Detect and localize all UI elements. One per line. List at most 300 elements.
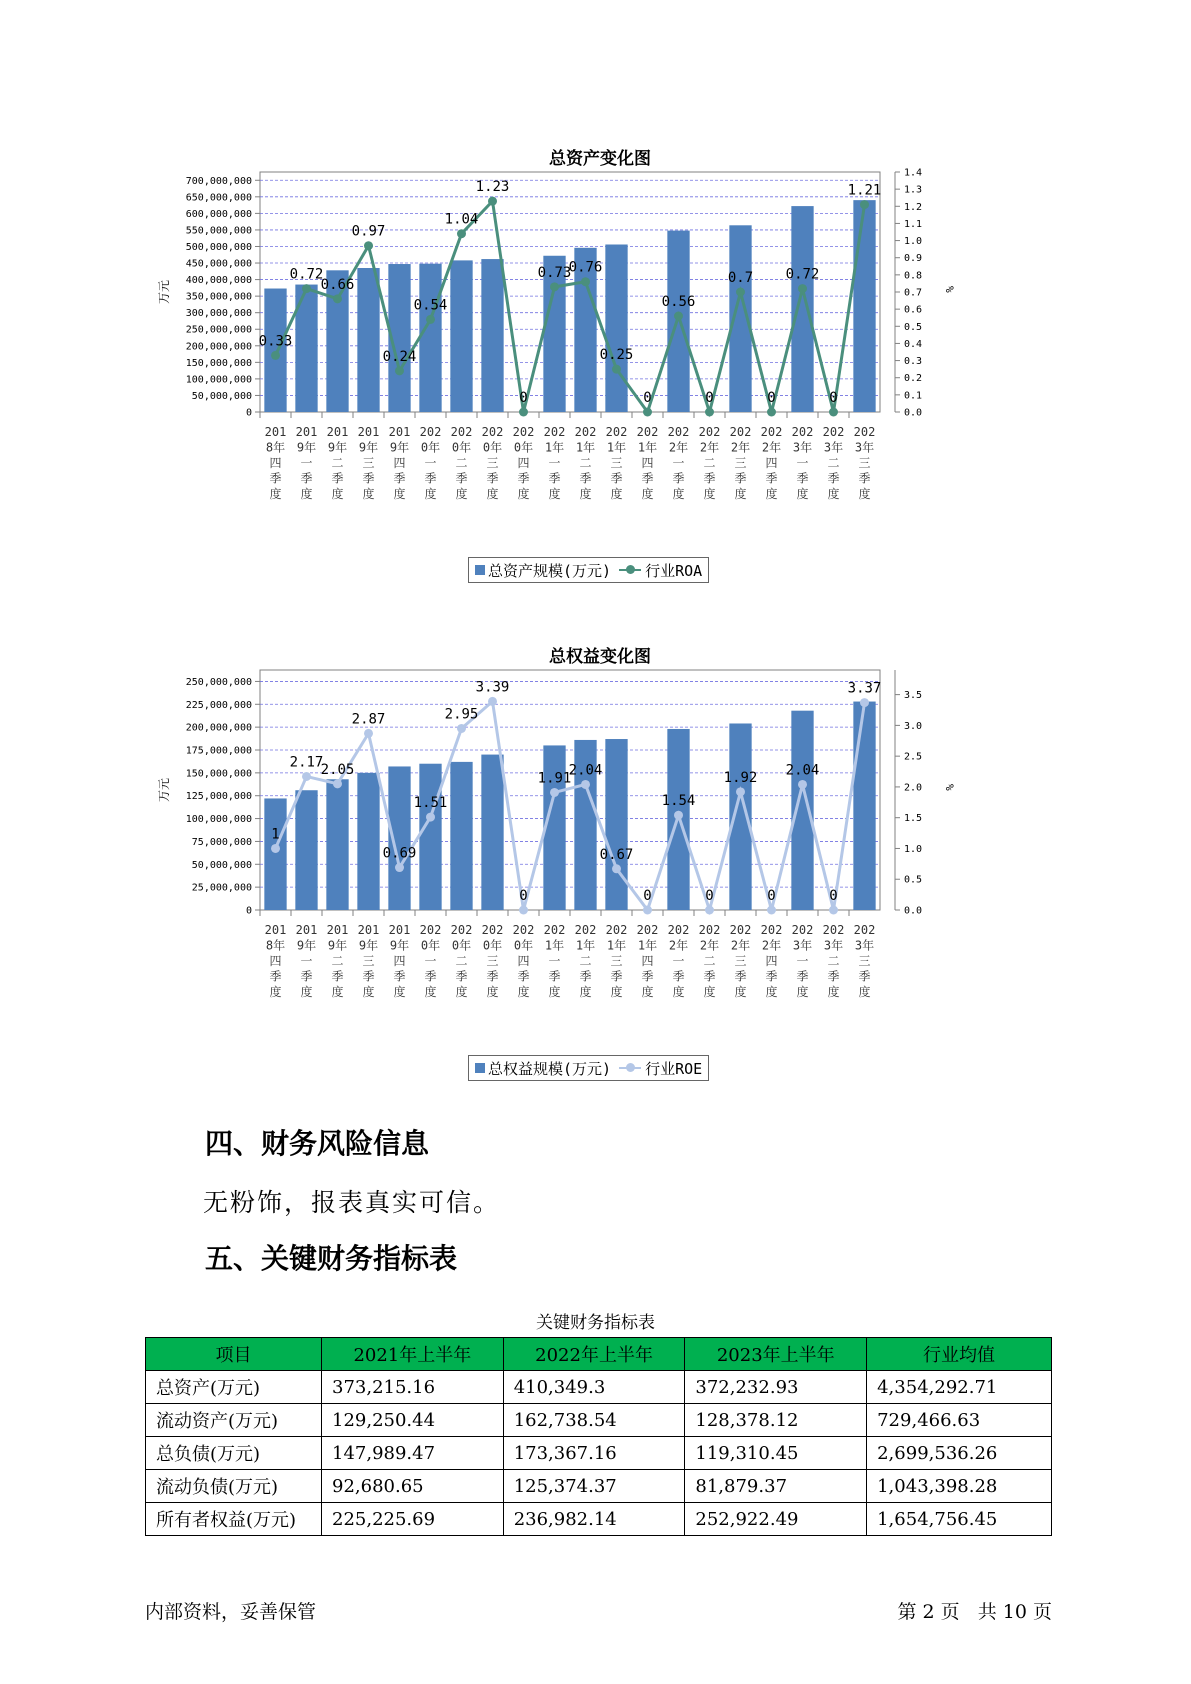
x-tick-label: 度 [858,487,871,501]
y-tick-label: 125,000,000 [185,791,252,803]
x-tick-label: 2年 [761,938,782,953]
series-point [271,351,280,360]
footer-confidential: 内部资料，妥善保管 [145,1601,317,1623]
bar [853,200,875,412]
x-tick-label: 季 [734,471,747,486]
series-point [829,906,838,915]
legend-line-swatch [619,1067,641,1069]
y2-tick-label: 0.2 [904,373,923,385]
x-tick-label: 202 [450,425,473,439]
series-point [519,408,528,417]
y2-tick-label: 1.0 [904,843,923,855]
x-tick-label: 0年 [420,440,441,455]
x-tick-label: 度 [703,985,716,999]
x-tick-label: 2年 [668,440,689,455]
x-tick-label: 度 [796,487,809,501]
x-tick-label: 一 [300,954,313,968]
legend-label: 行业ROA [645,561,703,580]
legend-label: 总资产规模(万元) [488,561,612,580]
x-tick-label: 度 [331,985,344,999]
series-point [798,780,807,789]
table-cell: 119,310.45 [685,1437,867,1470]
x-tick-label: 1年 [637,440,658,455]
x-tick-label: 202 [481,923,504,937]
x-tick-label: 季 [424,969,437,984]
series-point [395,863,404,872]
x-tick-label: 季 [765,471,778,486]
total-assets-chart [157,140,1040,590]
series-point [612,365,621,374]
y-tick-label: 175,000,000 [185,745,252,757]
x-tick-label: 季 [269,471,282,486]
bar [605,244,627,412]
data-label: 0 [829,390,838,406]
x-tick-label: 季 [362,969,375,984]
x-tick-label: 度 [734,487,747,501]
y2-tick-label: 0.1 [904,390,923,402]
series-point [271,844,280,853]
series-point [426,813,435,822]
x-tick-label: 一 [796,456,809,470]
table-cell: 总负债(万元) [146,1437,322,1470]
x-tick-label: 四 [393,954,406,968]
x-tick-label: 度 [486,487,499,501]
table-cell: 92,680.65 [322,1470,504,1503]
series-point [333,779,342,788]
y-tick-label: 600,000,000 [185,208,252,220]
x-tick-label: 季 [548,969,561,984]
x-tick-label: 四 [641,456,654,470]
data-label: 3.37 [847,680,882,697]
x-tick-label: 季 [703,471,716,486]
data-label: 0.72 [785,266,820,283]
x-tick-label: 9年 [296,938,317,953]
x-tick-label: 一 [672,954,685,968]
x-tick-label: 二 [703,954,716,968]
x-tick-label: 1年 [606,440,627,455]
x-tick-label: 三 [610,954,623,968]
x-tick-label: 3年 [823,440,844,455]
bar [605,739,627,910]
x-tick-label: 四 [641,954,654,968]
table-cell: 129,250.44 [322,1404,504,1437]
data-label: 0 [643,390,652,406]
x-tick-label: 202 [698,923,721,937]
y-axis-label: 万元 [157,279,171,304]
series-point [829,408,838,417]
x-tick-label: 0年 [513,938,534,953]
data-label: 2.04 [785,762,820,779]
x-tick-label: 二 [579,456,592,470]
x-tick-label: 二 [579,954,592,968]
table-header-row [146,1338,1052,1371]
x-tick-label: 1年 [575,440,596,455]
total-assets-chart-svg [157,167,1040,590]
data-label: 0.33 [258,333,293,350]
table-cell: 147,989.47 [322,1437,504,1470]
x-tick-label: 度 [765,985,778,999]
x-tick-label: 度 [858,985,871,999]
x-tick-label: 202 [481,425,504,439]
legend-bar-swatch [475,565,485,575]
x-tick-label: 1年 [544,440,565,455]
x-tick-label: 202 [667,923,690,937]
x-tick-label: 三 [858,456,871,470]
data-label: 2.05 [320,761,355,778]
series-point [643,906,652,915]
x-tick-label: 0年 [420,938,441,953]
x-tick-label: 201 [264,923,287,937]
x-tick-label: 2年 [730,440,751,455]
x-tick-label: 9年 [327,440,348,455]
x-tick-label: 202 [667,425,690,439]
x-tick-label: 2年 [699,440,720,455]
x-tick-label: 三 [734,456,747,470]
table-header-cell: 2022年上半年 [503,1338,685,1371]
table-cell: 729,466.63 [867,1404,1052,1437]
data-label: 2.87 [351,711,386,728]
x-tick-label: 季 [610,471,623,486]
y-tick-label: 0 [245,407,252,419]
x-tick-label: 季 [331,969,344,984]
x-tick-label: 二 [455,954,468,968]
x-tick-label: 度 [610,985,623,999]
table-cell: 410,349.3 [503,1371,685,1404]
data-label: 1.04 [444,211,479,228]
x-tick-label: 度 [672,985,685,999]
table-cell: 125,374.37 [503,1470,685,1503]
bar [419,264,441,412]
table-cell: 372,232.93 [685,1371,867,1404]
y2-tick-label: 0.9 [904,253,923,265]
x-tick-label: 三 [858,954,871,968]
x-tick-label: 季 [331,471,344,486]
data-label: 0.76 [568,259,603,276]
x-tick-label: 三 [610,456,623,470]
data-label: 0.66 [320,276,355,293]
y-tick-label: 550,000,000 [185,225,252,237]
y2-tick-label: 1.4 [904,167,923,179]
table-cell: 1,654,756.45 [867,1503,1052,1536]
x-tick-label: 三 [486,954,499,968]
x-tick-label: 度 [579,985,592,999]
x-tick-label: 1年 [544,938,565,953]
x-tick-label: 202 [791,425,814,439]
x-tick-label: 度 [269,487,282,501]
x-tick-label: 202 [853,425,876,439]
table-cell: 1,043,398.28 [867,1470,1052,1503]
x-tick-label: 季 [517,471,530,486]
x-tick-label: 202 [543,425,566,439]
x-tick-label: 1年 [575,938,596,953]
x-tick-label: 四 [765,954,778,968]
x-tick-label: 季 [610,969,623,984]
x-tick-label: 季 [734,969,747,984]
data-label: 2.04 [568,762,603,779]
y2-axis-label: % [943,286,956,293]
y2-tick-label: 1.1 [904,218,923,230]
legend-bar-swatch [475,1063,485,1073]
x-tick-label: 202 [760,923,783,937]
x-tick-label: 度 [486,985,499,999]
series-point [488,197,497,206]
x-tick-label: 202 [512,923,535,937]
table-cell: 总资产(万元) [146,1371,322,1404]
data-label: 0 [705,390,714,406]
y2-tick-label: 0.5 [904,874,923,886]
x-tick-label: 202 [729,923,752,937]
series-point [736,288,745,297]
bar [357,773,379,910]
series-point [674,811,683,820]
x-tick-label: 度 [548,487,561,501]
x-tick-label: 0年 [451,938,472,953]
key-financial-table [145,1337,1052,1536]
data-label: 2.95 [444,706,479,723]
x-tick-label: 9年 [358,938,379,953]
x-tick-label: 季 [796,969,809,984]
data-label: 1.92 [723,769,758,786]
series-point [860,698,869,707]
series-point [364,729,373,738]
data-label: 1.21 [847,182,882,199]
bar [481,755,503,910]
data-label: 1.54 [661,793,696,810]
x-tick-label: 201 [357,923,380,937]
table-header-cell: 行业均值 [867,1338,1052,1371]
x-tick-label: 2年 [668,938,689,953]
data-label: 3.39 [475,679,510,696]
y2-tick-label: 0.5 [904,321,923,333]
x-tick-label: 季 [858,969,871,984]
x-tick-label: 3年 [792,938,813,953]
x-tick-label: 度 [455,985,468,999]
series-point [767,906,776,915]
y2-tick-label: 1.3 [904,184,923,196]
data-label: 0 [519,888,528,904]
x-tick-label: 四 [517,954,530,968]
x-tick-label: 季 [827,969,840,984]
x-tick-label: 202 [760,425,783,439]
y-tick-label: 25,000,000 [191,882,252,894]
data-label: 0 [519,390,528,406]
data-label: 1.51 [413,795,448,812]
y2-tick-label: 0.0 [904,905,923,917]
x-tick-label: 3年 [823,938,844,953]
x-tick-label: 度 [424,985,437,999]
series-point [364,241,373,250]
x-tick-label: 度 [734,985,747,999]
series-point [457,724,466,733]
risk-heading: 四、财务风险信息 [205,1127,430,1160]
x-tick-label: 201 [295,425,318,439]
y2-tick-label: 1.2 [904,201,923,213]
series-point [302,772,311,781]
y-tick-label: 650,000,000 [185,192,252,204]
x-tick-label: 8年 [265,938,286,953]
y-tick-label: 100,000,000 [185,814,252,826]
x-tick-label: 季 [393,471,406,486]
x-tick-label: 一 [548,954,561,968]
x-tick-label: 四 [269,954,282,968]
x-tick-label: 度 [393,985,406,999]
data-label: 1.23 [475,179,510,196]
x-tick-label: 9年 [389,440,410,455]
data-label: 0.72 [289,266,324,283]
y-axis-label: 万元 [157,777,171,802]
x-tick-label: 2年 [730,938,751,953]
x-tick-label: 201 [264,425,287,439]
x-tick-label: 202 [636,425,659,439]
y2-tick-label: 0.7 [904,287,923,299]
x-tick-label: 度 [300,985,313,999]
series-point [674,312,683,321]
y-tick-label: 250,000,000 [185,324,252,336]
table-cell: 252,922.49 [685,1503,867,1536]
series-point [705,408,714,417]
series-point [488,697,497,706]
x-tick-label: 度 [362,487,375,501]
bar [264,289,286,412]
x-tick-label: 202 [822,425,845,439]
x-tick-label: 季 [269,969,282,984]
x-tick-label: 季 [579,969,592,984]
table-cell: 373,215.16 [322,1371,504,1404]
x-tick-label: 度 [517,487,530,501]
chart-legend [468,557,709,583]
data-label: 0.54 [413,297,448,314]
x-tick-label: 201 [388,425,411,439]
x-tick-label: 9年 [389,938,410,953]
total-equity-chart [157,638,1040,1088]
table-cell: 81,879.37 [685,1470,867,1503]
bar [667,231,689,412]
table-cell: 2,699,536.26 [867,1437,1052,1470]
x-tick-label: 202 [419,425,442,439]
series-point [457,229,466,238]
y2-tick-label: 0.0 [904,407,923,419]
table-cell: 225,225.69 [322,1503,504,1536]
legend-line-swatch [619,569,641,571]
x-tick-label: 1年 [606,938,627,953]
x-tick-label: 3年 [792,440,813,455]
data-label: 0 [829,888,838,904]
x-tick-label: 季 [393,969,406,984]
x-tick-label: 0年 [451,440,472,455]
total-equity-chart-svg [157,668,1040,1088]
bar [450,260,472,412]
legend-label: 总权益规模(万元) [488,1059,612,1078]
x-tick-label: 202 [543,923,566,937]
table-header-cell: 2021年上半年 [322,1338,504,1371]
table-row [146,1371,1052,1404]
x-tick-label: 0年 [482,938,503,953]
bar [419,764,441,910]
y2-tick-label: 0.3 [904,356,923,368]
x-tick-label: 度 [393,487,406,501]
series-point [550,282,559,291]
x-tick-label: 季 [517,969,530,984]
x-tick-label: 度 [672,487,685,501]
x-tick-label: 度 [300,487,313,501]
x-tick-label: 201 [326,425,349,439]
x-tick-label: 202 [574,923,597,937]
x-tick-label: 202 [450,923,473,937]
y-tick-label: 50,000,000 [191,859,252,871]
x-tick-label: 0年 [513,440,534,455]
x-tick-label: 二 [455,456,468,470]
x-tick-label: 季 [641,471,654,486]
data-label: 1.91 [537,770,572,787]
x-tick-label: 季 [672,471,685,486]
table-cell: 所有者权益(万元) [146,1503,322,1536]
x-tick-label: 季 [455,471,468,486]
x-tick-label: 四 [393,456,406,470]
y-tick-label: 150,000,000 [185,768,252,780]
chart-title: 总权益变化图 [549,647,651,667]
y-tick-label: 500,000,000 [185,241,252,253]
x-tick-label: 二 [331,456,344,470]
y-tick-label: 400,000,000 [185,275,252,287]
table-caption: 关键财务指标表 [536,1313,655,1333]
x-tick-label: 四 [269,456,282,470]
x-tick-label: 一 [672,456,685,470]
data-label: 0.24 [382,348,417,365]
y-tick-label: 300,000,000 [185,308,252,320]
x-tick-label: 一 [424,456,437,470]
x-tick-label: 0年 [482,440,503,455]
x-tick-label: 四 [765,456,778,470]
y-tick-label: 50,000,000 [191,390,252,402]
y2-axis-label: % [943,784,956,791]
x-tick-label: 202 [512,425,535,439]
x-tick-label: 一 [548,456,561,470]
x-tick-label: 二 [331,954,344,968]
y-tick-label: 200,000,000 [185,722,252,734]
data-label: 0 [767,390,776,406]
x-tick-label: 四 [517,456,530,470]
x-tick-label: 202 [822,923,845,937]
x-tick-label: 8年 [265,440,286,455]
table-cell: 流动资产(万元) [146,1404,322,1437]
x-tick-label: 季 [703,969,716,984]
y2-tick-label: 3.5 [904,690,923,702]
x-tick-label: 202 [574,425,597,439]
x-tick-label: 201 [388,923,411,937]
x-tick-label: 季 [579,471,592,486]
bar [791,206,813,412]
bar [326,779,348,910]
x-tick-label: 度 [796,985,809,999]
x-tick-label: 一 [424,954,437,968]
series-point [550,788,559,797]
data-label: 0.97 [351,223,386,240]
x-tick-label: 季 [486,969,499,984]
x-tick-label: 9年 [327,938,348,953]
x-tick-label: 202 [698,425,721,439]
bar [295,790,317,910]
table-header-cell: 2023年上半年 [685,1338,867,1371]
series-point [860,200,869,209]
data-label: 0.56 [661,294,696,310]
x-tick-label: 季 [486,471,499,486]
y2-tick-label: 2.0 [904,782,923,794]
y-tick-label: 75,000,000 [191,836,252,848]
x-tick-label: 二 [827,954,840,968]
x-tick-label: 度 [641,487,654,501]
y-tick-label: 350,000,000 [185,291,252,303]
x-tick-label: 202 [636,923,659,937]
